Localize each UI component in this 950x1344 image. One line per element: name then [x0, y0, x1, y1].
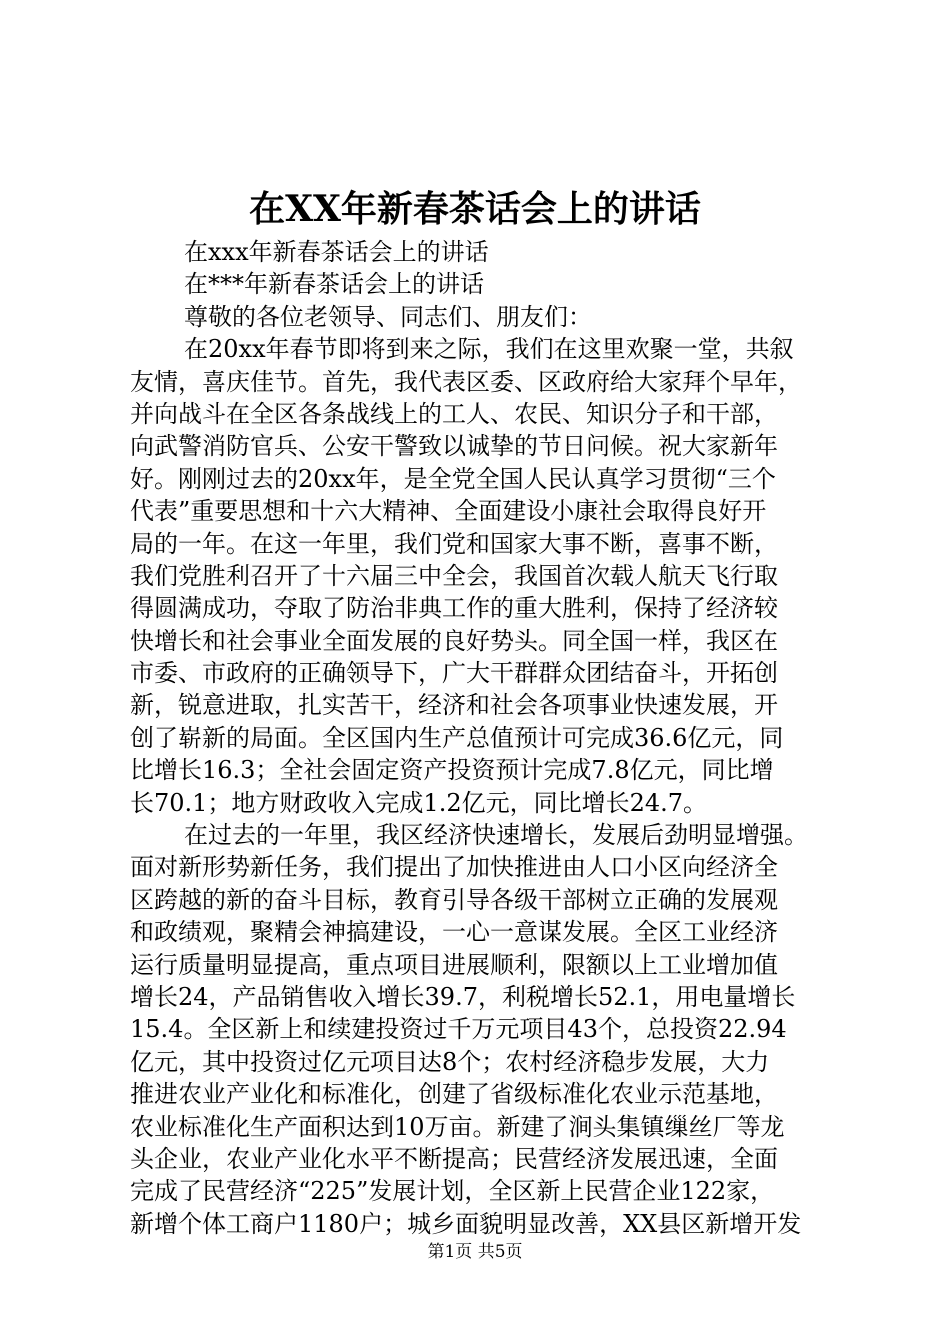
body-line: 完成了民营经济“225”发展计划，全区新上民营企业122家， — [130, 1177, 775, 1206]
body-line: 局的一年。在这一年里，我们党和国家大事不断，喜事不断， — [130, 529, 778, 558]
body-line: 得圆满成功，夺取了防治非典工作的重大胜利，保持了经济较 — [130, 594, 778, 623]
body-line: 在xxx年新春茶话会上的讲话 — [184, 238, 489, 266]
body-line: 在***年新春茶话会上的讲话 — [184, 270, 484, 299]
body-line: 新，锐意进取，扎实苦干，经济和社会各项事业快速发展，开 — [130, 691, 778, 720]
page-number-footer: 第1页 共5页 — [427, 1242, 523, 1262]
body-line: 农业标准化生产面积达到10万亩。新建了涧头集镇缫丝厂等龙 — [130, 1112, 785, 1141]
body-line: 面对新形势新任务，我们提出了加快推进由人口小区向经济全 — [130, 853, 778, 882]
body-line: 我们党胜利召开了十六届三中全会，我国首次载人航天飞行取 — [130, 561, 778, 590]
body-line: 比增长16.3；全社会固定资产投资预计完成7.8亿元，同比增 — [130, 756, 774, 785]
body-line: 新增个体工商户1180户；城乡面貌明显改善，XX县区新增开发 — [130, 1209, 802, 1238]
body-line: 向武警消防官兵、公安干警致以诚挚的节日问候。祝大家新年 — [130, 432, 778, 461]
salutation-line: 尊敬的各位老领导、同志们、朋友们： — [184, 302, 592, 331]
body-line: 运行质量明显提高，重点项目进展顺利，限额以上工业增加值 — [130, 950, 778, 979]
body-line: 快增长和社会事业全面发展的良好势头。同全国一样，我区在 — [130, 626, 778, 655]
body-line: 增长24，产品销售收入增长39.7，利税增长52.1，用电量增长 — [130, 982, 796, 1011]
body-line: 在过去的一年里，我区经济快速增长，发展后劲明显增强。 — [184, 821, 808, 850]
body-line: 好。刚刚过去的20xx年，是全党全国人民认真学习贯彻“三个 — [130, 464, 776, 493]
body-line: 并向战斗在全区各条战线上的工人、农民、知识分子和干部， — [130, 399, 778, 428]
body-line: 长70.1；地方财政收入完成1.2亿元，同比增长24.7。 — [130, 788, 708, 817]
body-line: 推进农业产业化和标准化，创建了省级标准化农业示范基地， — [130, 1080, 778, 1109]
body-line: 和政绩观，聚精会神搞建设，一心一意谋发展。全区工业经济 — [130, 918, 778, 947]
body-line: 市委、市政府的正确领导下，广大干群群众团结奋斗，开拓创 — [130, 659, 778, 688]
body-line: 亿元，其中投资过亿元项目达8个；农村经济稳步发展，大力 — [130, 1047, 770, 1076]
body-line: 在20xx年春节即将到来之际，我们在这里欢聚一堂，共叙 — [184, 335, 794, 364]
body-line: 区跨越的新的奋斗目标，教育引导各级干部树立正确的发展观 — [130, 885, 778, 914]
body-line: 创了崭新的局面。全区国内生产总值预计可完成36.6亿元，同 — [130, 723, 784, 752]
body-line: 代表”重要思想和十六大精神、全面建设小康社会取得良好开 — [130, 497, 767, 526]
body-line: 15.4。全区新上和续建投资过千万元项目43个，总投资22.94 — [130, 1015, 787, 1044]
body-line: 头企业，农业产业化水平不断提高；民营经济发展迅速，全面 — [130, 1144, 778, 1173]
document-body — [130, 236, 828, 1240]
document-title: 在XX年新春茶话会上的讲话 — [249, 188, 701, 230]
body-line: 友情，喜庆佳节。首先，我代表区委、区政府给大家拜个早年， — [130, 367, 802, 396]
